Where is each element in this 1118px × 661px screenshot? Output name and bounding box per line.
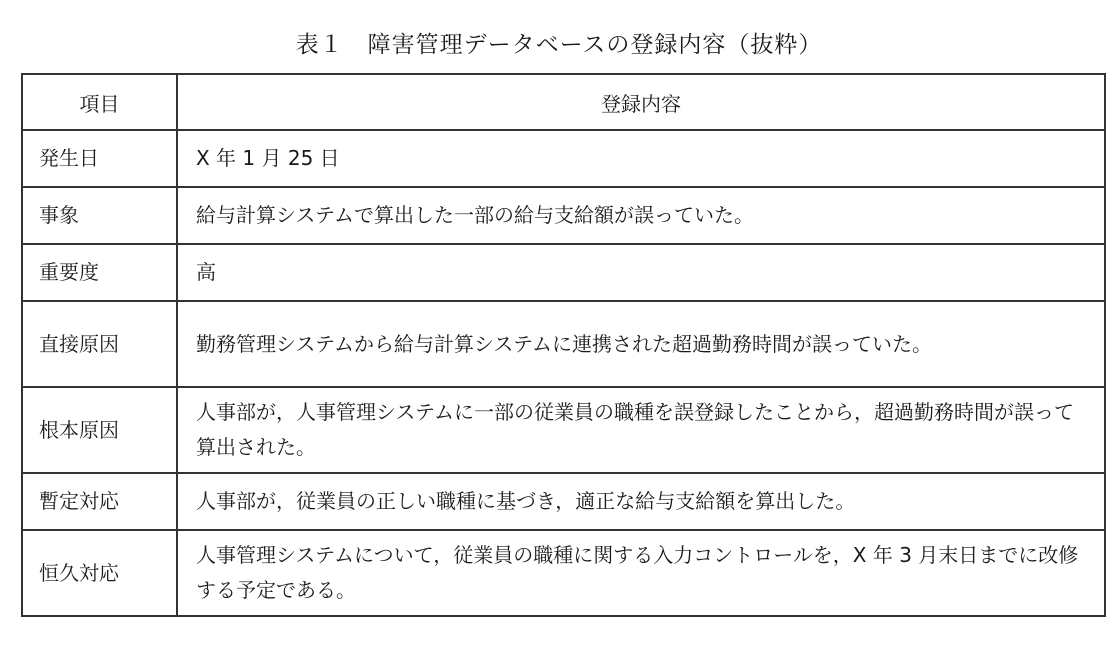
row-content-root-cause: 人事部が，人事管理システムに一部の従業員の職種を誤登録したことから，超過勤務時間が誤って算出された。 — [177, 387, 1105, 473]
table-header-row — [22, 74, 1105, 130]
row-label-interim-action: 暫定対応 — [22, 473, 177, 530]
table-row — [22, 473, 1105, 530]
registration-table — [21, 73, 1106, 617]
table-row — [22, 187, 1105, 244]
table-row — [22, 244, 1105, 301]
table-row — [22, 130, 1105, 187]
table-row — [22, 301, 1105, 387]
row-content-severity: 高 — [177, 244, 1105, 301]
row-label-event: 事象 — [22, 187, 177, 244]
table-row — [22, 387, 1105, 473]
row-content-event: 給与計算システムで算出した一部の給与支給額が誤っていた。 — [177, 187, 1105, 244]
row-content-direct-cause: 勤務管理システムから給与計算システムに連携された超過勤務時間が誤っていた。 — [177, 301, 1105, 387]
header-content: 登録内容 — [177, 74, 1105, 130]
row-content-interim-action: 人事部が，従業員の正しい職種に基づき，適正な給与支給額を算出した。 — [177, 473, 1105, 530]
row-label-direct-cause: 直接原因 — [22, 301, 177, 387]
table-title: 表１ 障害管理データベースの登録内容（抜粋） — [295, 32, 823, 58]
row-content-occurrence-date: X 年 1 月 25 日 — [177, 130, 1105, 187]
row-label-permanent-action: 恒久対応 — [22, 530, 177, 616]
row-label-severity: 重要度 — [22, 244, 177, 301]
table-row — [22, 530, 1105, 616]
row-content-permanent-action: 人事管理システムについて，従業員の職種に関する入力コントロールを，X 年 3 月末日までに改修する予定である。 — [177, 530, 1105, 616]
row-label-occurrence-date: 発生日 — [22, 130, 177, 187]
header-item: 項目 — [22, 74, 177, 130]
row-label-root-cause: 根本原因 — [22, 387, 177, 473]
